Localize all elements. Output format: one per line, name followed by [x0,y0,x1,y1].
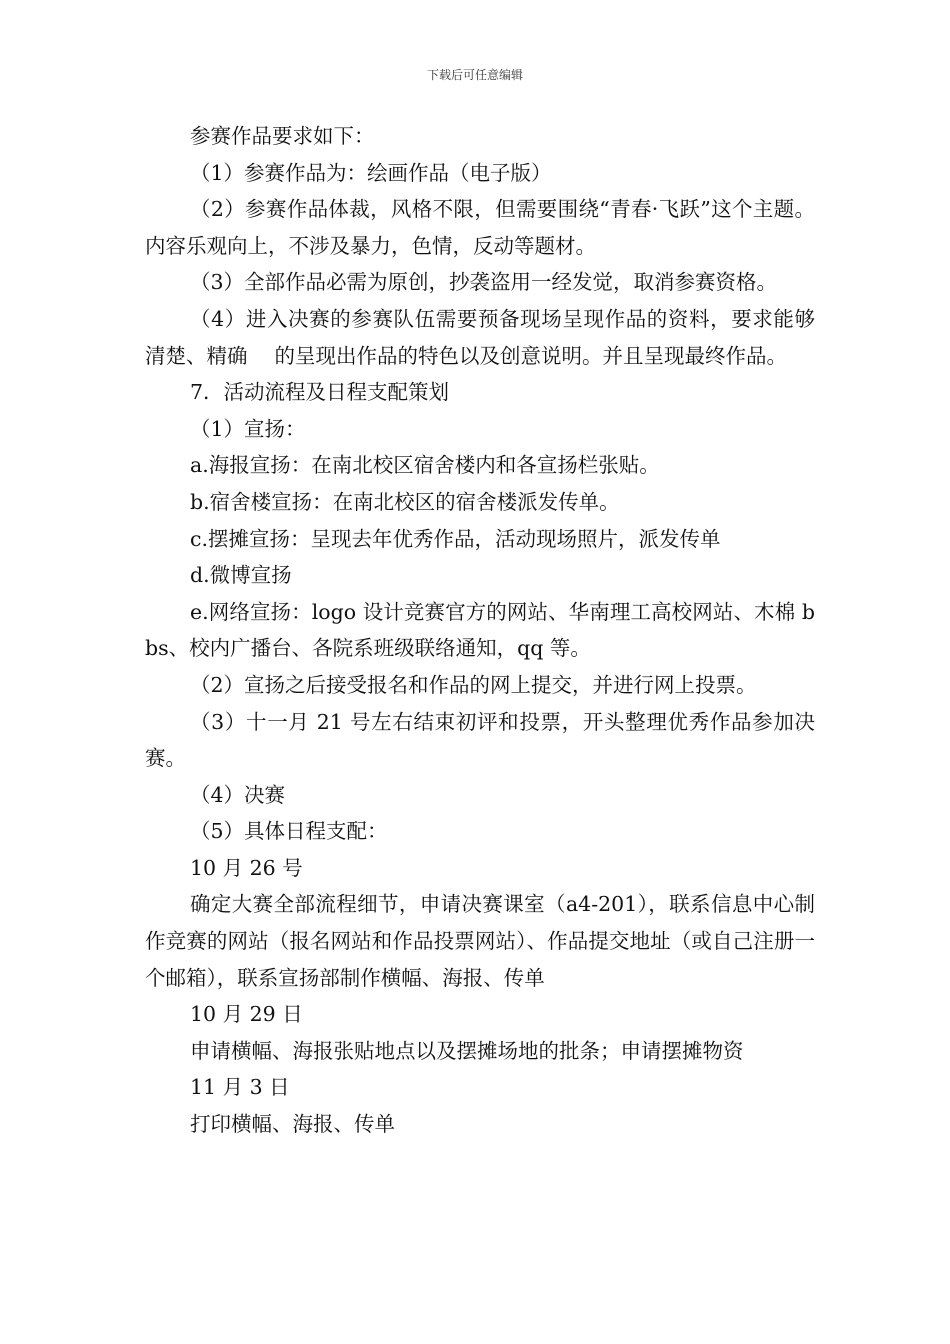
paragraph: （1）参赛作品为：绘画作品（电子版） [190,160,552,185]
paragraph: （4）进入决赛的参赛队伍需要预备现场呈现作品的资料，要求能够清楚、精确 的呈现出作品的特色以及创意说明。并且呈现最终作品。 [145,306,815,368]
list-item: c.摆摊宣扬：呈现去年优秀作品，活动现场照片，派发传单 [190,526,721,551]
list-item: e.网络宣扬：logo 设计竞赛官方的网站、华南理工高校网站、木棉 bbs、校内广播台、各院系班级联络通知，qq 等。 [145,599,815,661]
schedule-date: 11 月 3 日 [190,1075,290,1100]
page-header: 下载后可任意编辑 [426,68,523,82]
paragraph: （3）全部作品必需为原创，抄袭盗用一经发觉，取消参赛资格。 [190,270,778,295]
schedule-detail: 打印横幅、海报、传单 [190,1112,395,1137]
paragraph: （1）宣扬： [190,416,306,441]
list-item: d.微博宣扬 [190,563,292,588]
section-heading: 7．活动流程及日程支配策划 [190,380,450,405]
schedule-detail: 申请横幅、海报张贴地点以及摆摊场地的批条；申请摆摊物资 [190,1038,744,1063]
paragraph: （5）具体日程支配： [190,819,388,844]
schedule-date: 10 月 29 日 [190,1002,303,1027]
paragraph: （4）决赛 [190,782,286,807]
schedule-detail: 确定大赛全部流程细节，申请决赛课室（a4-201），联系信息中心制作竞赛的网站（报名网站和作品投票网站）、作品提交地址（或自己注册一个邮箱），联系宣扬部制作横幅、海报、传单 [145,892,815,990]
document-body [145,118,825,1143]
list-item: a.海报宣扬：在南北校区宿舍楼内和各宣扬栏张贴。 [190,453,660,478]
list-item: b.宿舍楼宣扬：在南北校区的宿舍楼派发传单。 [190,489,620,514]
schedule-date: 10 月 26 号 [190,855,303,880]
paragraph: （2）参赛作品体裁，风格不限，但需要围绕“青春·飞跃”这个主题。内容乐观向上，不涉及暴力，色情，反动等题材。 [145,197,815,258]
paragraph: （3）十一月 21 号左右结束初评和投票，开头整理优秀作品参加决赛。 [145,709,815,771]
paragraph: 参赛作品要求如下： [190,124,375,148]
paragraph: （2）宣扬之后接受报名和作品的网上提交，并进行网上投票。 [190,672,757,697]
